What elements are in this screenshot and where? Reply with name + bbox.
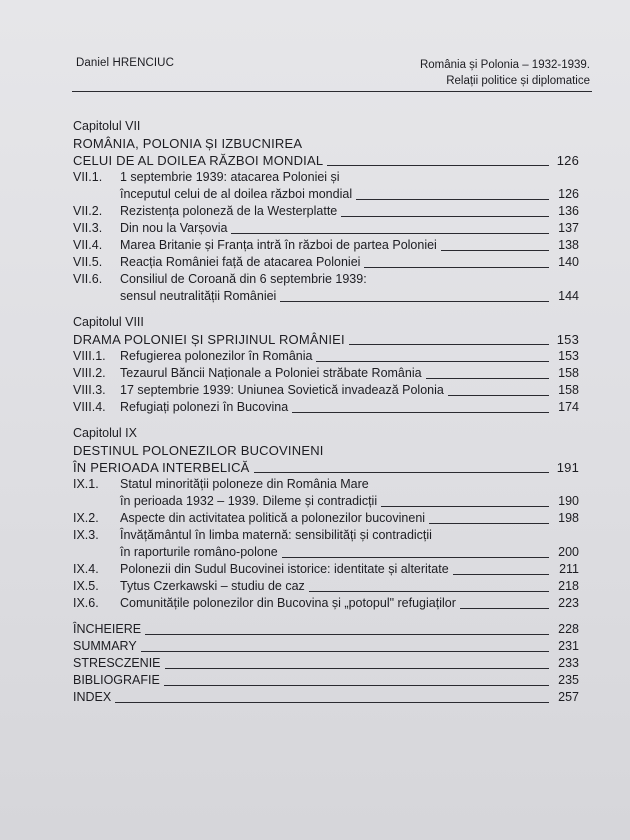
toc-entry-title: ÎNCHEIERE [73,622,142,636]
toc-page-number: 223 [558,596,579,610]
chapter-block [73,314,579,416]
toc-leader [309,591,549,592]
toc-page-number: 158 [558,383,579,397]
section-number: IX.1. [73,477,99,491]
toc-entry[interactable] [73,561,579,578]
header-title-line-1: România și Polonia – 1932-1939. [419,59,590,71]
toc-leader [426,378,549,379]
toc-leader [460,608,549,609]
toc-page-number: 144 [558,289,579,303]
toc-entry[interactable] [73,254,579,271]
chapter-block [73,118,579,305]
toc-entry-title: în perioada 1932 – 1939. Dileme și contradicții [120,494,378,508]
toc-entry[interactable] [73,365,579,382]
toc-entry[interactable] [73,638,579,655]
section-title-text: Consiliul de Coroană din 6 septembrie 1939: [120,272,367,286]
toc-entry-title: CELUI DE AL DOILEA RĂZBOI MONDIAL [73,153,324,168]
toc-entry[interactable] [73,186,579,203]
toc-entry-title: Reacția României față de atacarea Poloniei [120,255,361,269]
chapter-title-line: ROMÂNIA, POLONIA ȘI IZBUCNIREA [73,136,303,151]
toc-page-number: 200 [558,545,579,559]
header-book-title [420,57,590,89]
toc-entry-title: Din nou la Varșovia [120,221,228,235]
toc-leader [145,634,549,635]
toc-page-number: 140 [558,255,579,269]
section-title-line [73,271,579,288]
section-title-line [73,169,579,186]
toc-entry[interactable] [73,152,579,169]
section-number: IX.5. [73,579,99,593]
toc-leader [453,574,549,575]
table-of-contents [73,118,579,706]
toc-page-number: 190 [558,494,579,508]
toc-entry-title: STRESCZENIE [73,656,161,670]
section-title-text: 1 septembrie 1939: atacarea Poloniei și [120,170,340,184]
toc-entry-title: Tezaurul Băncii Naționale a Poloniei străbate România [120,366,422,380]
toc-entry[interactable] [73,237,579,254]
section-number: IX.2. [73,511,99,525]
toc-page-number: 231 [558,639,579,653]
section-number: VII.3. [73,221,103,235]
toc-entry-title: SUMMARY [73,639,137,653]
toc-leader [429,523,549,524]
toc-entry-title: Aspecte din activitatea politică a polonezilor bucovineni [120,511,426,525]
toc-entry[interactable] [73,510,579,527]
header-author: Daniel HRENCIUC [76,57,174,69]
toc-entry-title: Marea Britanie și Franța intră în război de partea Poloniei [120,238,437,252]
toc-page-number: 235 [558,673,579,687]
toc-leader [381,506,549,507]
section-number: VII.5. [73,255,103,269]
toc-page-number: 211 [559,562,579,576]
section-title-line [73,476,579,493]
section-number: VIII.4. [73,400,106,414]
toc-leader [254,472,549,473]
toc-entry[interactable] [73,493,579,510]
toc-entry-title: începutul celui de al doilea război mondial [120,187,353,201]
toc-leader [165,668,549,669]
toc-page-number: 257 [558,690,579,704]
toc-leader [231,233,549,234]
toc-entry-title: Rezistența poloneză de la Westerplatte [120,204,338,218]
toc-leader [316,361,549,362]
toc-page-number: 191 [556,460,579,475]
toc-entry-title: sensul neutralității României [120,289,277,303]
toc-entry[interactable] [73,399,579,416]
section-number: VIII.3. [73,383,106,397]
toc-entry-title: Refugierea polonezilor în România [120,349,313,363]
toc-page-number: 158 [558,366,579,380]
toc-entry[interactable] [73,331,579,348]
toc-leader [282,557,549,558]
toc-page-number: 136 [558,204,579,218]
toc-entry-title: BIBLIOGRAFIE [73,673,160,687]
section-number: VIII.2. [73,366,106,380]
toc-entry[interactable] [73,655,579,672]
toc-page-number: 153 [558,349,579,363]
toc-leader [164,685,549,686]
toc-entry[interactable] [73,203,579,220]
toc-entry[interactable] [73,578,579,595]
section-title-text: Învățământul în limba maternă: sensibilități și contradicții [120,528,432,542]
toc-leader [327,165,549,166]
toc-leader [280,301,549,302]
chapter-label: Capitolul IX [73,426,137,440]
toc-page-number: 126 [556,153,579,168]
toc-leader [364,267,549,268]
toc-entry[interactable] [73,621,579,638]
toc-page-number: 198 [558,511,579,525]
section-number: VII.4. [73,238,103,252]
section-number: VII.1. [73,170,103,184]
header-rule [72,91,592,92]
toc-entry[interactable] [73,220,579,237]
toc-page-number: 153 [556,332,579,347]
toc-leader [349,344,549,345]
toc-entry-title: Polonezii din Sudul Bucovinei istorice: identitate și alteritate [120,562,449,576]
toc-page-number: 137 [558,221,579,235]
toc-entry-title: 17 septembrie 1939: Uniunea Sovietică invadează Polonia [120,383,444,397]
section-title-line [73,527,579,544]
toc-page-number: 126 [558,187,579,201]
toc-entry-title: DRAMA POLONIEI ȘI SPRIJINUL ROMÂNIEI [73,332,345,347]
chapter-label: Capitolul VII [73,119,141,133]
toc-leader [441,250,549,251]
toc-entry[interactable] [73,288,579,305]
toc-entry[interactable] [73,459,579,476]
back-matter [73,621,579,706]
toc-entry-title: INDEX [73,690,112,704]
toc-entry[interactable] [73,672,579,689]
section-number: IX.3. [73,528,99,542]
toc-leader [448,395,549,396]
toc-leader [141,651,549,652]
section-number: VII.6. [73,272,103,286]
toc-entry-title: Refugiați polonezi în Bucovina [120,400,289,414]
header-title-line-2: Relații politice și diplomatice [446,75,590,87]
toc-page-number: 218 [558,579,579,593]
section-number: IX.4. [73,562,99,576]
toc-entry-title: Comunitățile polonezilor din Bucovina și „potopul" refugiaților [120,596,456,610]
toc-page-number: 138 [558,238,579,252]
chapter-label: Capitolul VIII [73,315,144,329]
toc-entry[interactable] [73,348,579,365]
toc-leader [356,199,549,200]
toc-entry[interactable] [73,689,579,706]
section-number: VII.2. [73,204,103,218]
toc-leader [292,412,549,413]
toc-entry[interactable] [73,595,579,612]
chapter-title-line: DESTINUL POLONEZILOR BUCOVINENI [73,443,324,458]
toc-page-number: 228 [558,622,579,636]
toc-entry[interactable] [73,382,579,399]
toc-entry-title: în raporturile româno-polone [120,545,278,559]
toc-leader [341,216,549,217]
toc-entry-title: ÎN PERIOADA INTERBELICĂ [73,460,250,475]
toc-page-number: 233 [558,656,579,670]
toc-entry-title: Tytus Czerkawski – studiu de caz [120,579,305,593]
toc-entry[interactable] [73,544,579,561]
section-title-text: Statul minorității poloneze din România Mare [120,477,369,491]
section-number: IX.6. [73,596,99,610]
chapter-block [73,425,579,612]
toc-page-number: 174 [558,400,579,414]
toc-leader [115,702,549,703]
section-number: VIII.1. [73,349,106,363]
